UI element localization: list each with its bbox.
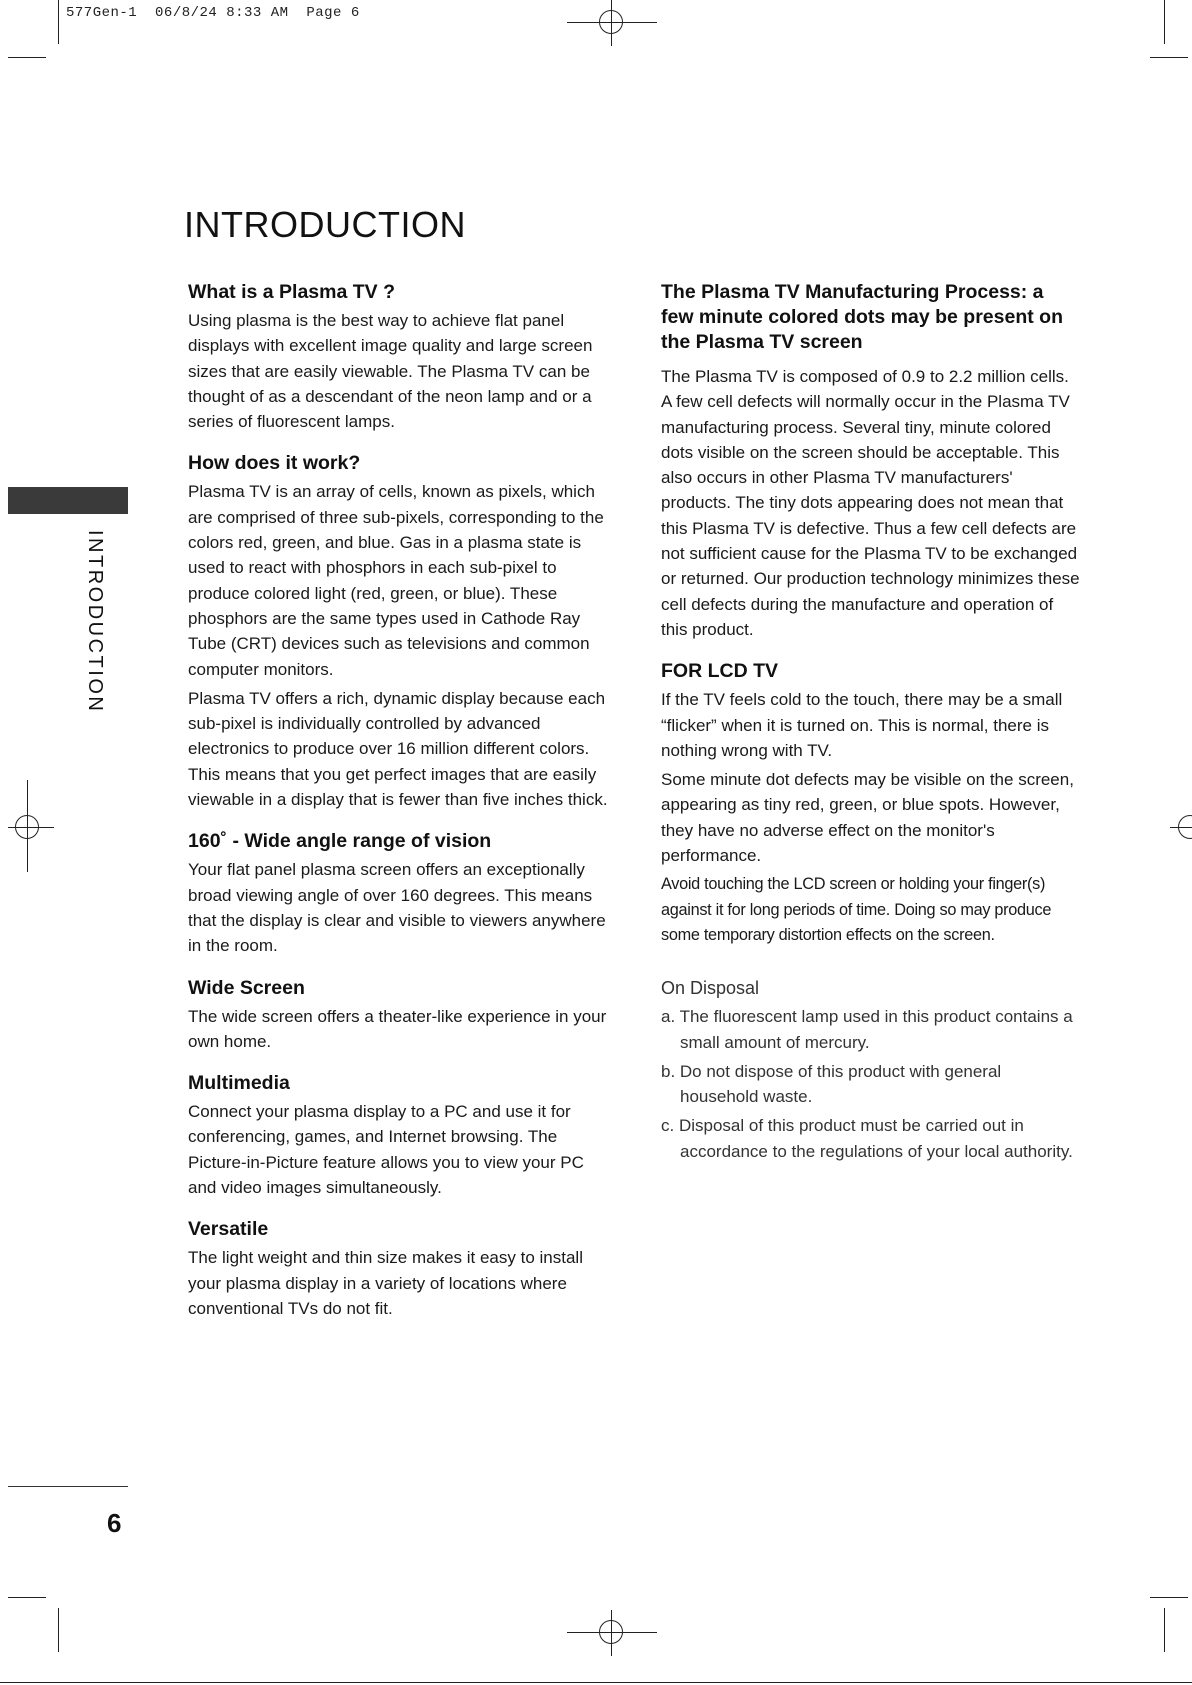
section-what-is-plasma — [188, 280, 608, 434]
crop-mark — [1150, 57, 1188, 58]
section-paragraph: Plasma TV offers a rich, dynamic display because each sub-pixel is individually controlled by advanced electronics to produce over 16 million different colors. This means that you get perfect images that are easily viewable in a display that is fewer than five inches thick. — [188, 688, 608, 810]
section-versatile — [188, 1217, 608, 1321]
crop-mark — [8, 57, 46, 58]
section-multimedia — [188, 1071, 608, 1200]
section-heading: Multimedia — [188, 1072, 290, 1095]
page-number-rule — [8, 1486, 128, 1487]
registration-circle — [599, 1620, 623, 1644]
section-paragraph: The wide screen offers a theater-like experience in your own home. — [188, 1006, 607, 1051]
disposal-item: b. Do not dispose of this product with general household waste. — [661, 1061, 1002, 1107]
disposal-item: a. The fluorescent lamp used in this product contains a small amount of mercury. — [661, 1007, 1073, 1052]
disposal-item: c. Disposal of this product must be carried out in accordance to the regulations of your local authority. — [661, 1116, 1073, 1161]
section-wide-screen — [188, 976, 608, 1055]
section-paragraph: Plasma TV is an array of cells, known as pixels, which are comprised of three sub-pixels, corresponding to the colors red, green, and blue. Gas in a plasma state is used to react with phosphors in each sub-pixel to produce colored light (red, green, or blue). These phosphors are the same types used in Cathode Ray Tube (CRT) devices such as televisions and common computer monitors. — [188, 482, 604, 679]
section-manufacturing-process — [661, 280, 1081, 642]
crop-mark — [58, 0, 59, 44]
print-slug: 577Gen-1 06/8/24 8:33 AM Page 6 — [66, 5, 360, 21]
left-column — [188, 280, 608, 1338]
disposal-list — [661, 1004, 1081, 1164]
section-heading: The Plasma TV Manufacturing Process: a few minute colored dots may be present on the Plasma TV screen — [661, 281, 1063, 353]
page-number: 6 — [107, 1508, 122, 1538]
crop-mark — [1150, 1597, 1188, 1598]
section-heading: FOR LCD TV — [661, 660, 778, 683]
crop-mark — [1164, 0, 1165, 44]
lcd-note: Avoid touching the LCD screen or holding your finger(s) against it for long periods of time. Doing so may produce some temporary distortion effects on the screen. — [661, 875, 1052, 944]
section-on-disposal — [661, 978, 1081, 1164]
crop-mark — [58, 1608, 59, 1652]
section-heading: Wide Screen — [188, 976, 305, 999]
side-section-label: INTRODUCTION — [84, 530, 106, 714]
section-paragraph: Using plasma is the best way to achieve flat panel displays with excellent image quality and large screen sizes that are easily viewable. The Plasma TV can be thought of as a descendant of the neon lamp and or a series of fluorescent lamps. — [188, 311, 593, 432]
section-for-lcd-tv — [661, 659, 1081, 948]
side-tab — [8, 487, 128, 514]
crop-mark — [8, 1597, 46, 1598]
section-paragraph: The Plasma TV is composed of 0.9 to 2.2 million cells. A few cell defects will normally occur in the Plasma TV manufacturing process. Several tiny, minute colored dots visible on the screen should be acceptable. This also occurs in other Plasma TV manufacturers' products. The tiny dots appearing does not mean that this Plasma TV is defective. Thus a few cell defects are not sufficient cause for the Plasma TV to be exchanged or returned. Our production technology minimizes these cell defects during the manufacture and operation of this product. — [661, 367, 1080, 639]
section-heading: Versatile — [188, 1218, 269, 1241]
registration-circle — [15, 815, 39, 839]
section-heading: What is a Plasma TV ? — [188, 281, 395, 303]
section-heading: How does it work? — [188, 452, 361, 475]
crop-mark — [1164, 1608, 1165, 1652]
section-paragraph: If the TV feels cold to the touch, there may be a small “flicker” when it is turned on. This is normal, there is nothing wrong with TV. — [661, 690, 1063, 760]
crop-mark — [0, 1682, 1192, 1683]
section-paragraph: Connect your plasma display to a PC and use it for conferencing, games, and Internet browsing. The Picture-in-Picture feature allows you to view your PC and video images simultaneously. — [188, 1102, 584, 1198]
registration-circle — [599, 10, 623, 34]
section-paragraph: Some minute dot defects may be visible on the screen, appearing as tiny red, green, or blue spots. However, they have no adverse effect on the monitor's performance. — [661, 770, 1074, 866]
section-how-does-it-work — [188, 451, 608, 812]
section-heading: 160˚ - Wide angle range of vision — [188, 830, 492, 853]
right-column — [661, 280, 1081, 1168]
disposal-heading: On Disposal — [661, 978, 760, 999]
section-paragraph: The light weight and thin size makes it easy to install your plasma display in a variety of locations where conventional TVs do not fit. — [188, 1248, 583, 1318]
registration-circle — [1178, 815, 1192, 839]
section-paragraph: Your flat panel plasma screen offers an exceptionally broad viewing angle of over 160 degrees. This means that the display is clear and visible to viewers anywhere in the room. — [188, 860, 606, 956]
page-title: INTRODUCTION — [184, 204, 466, 245]
section-wide-angle — [188, 829, 608, 958]
